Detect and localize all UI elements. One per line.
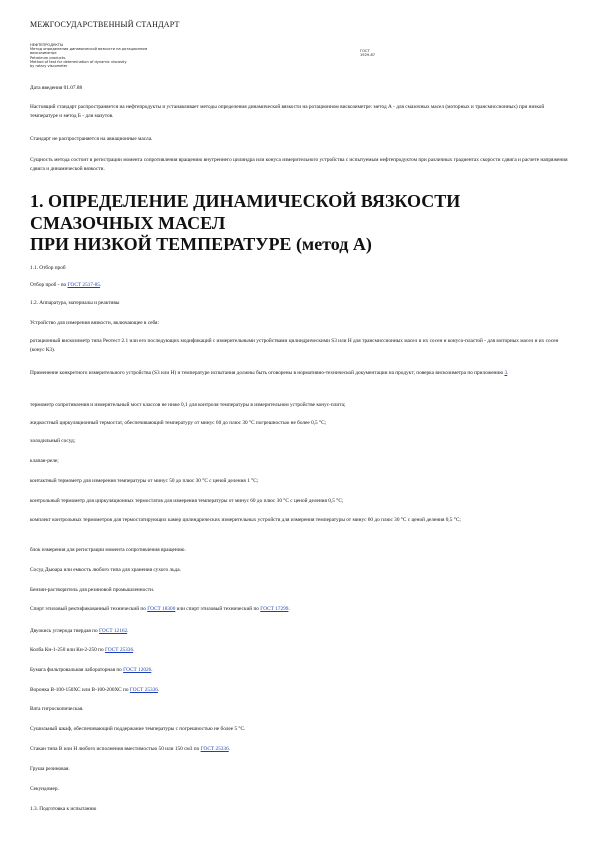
text: Воронка В-100-150ХС или В-100-200ХС по — [30, 687, 130, 693]
item-1: термометр сопротивления и измерительный мост классов не ниже 0,1 для контроля температуры в измерительном устройстве конус-плита; — [30, 402, 346, 408]
item-6: контрольный термометр для циркуляционных термостатов для измерения температуры от минус 60 до плюс 30 °С с ценой деления 0,5 °С; — [30, 498, 344, 504]
item-5: контактный термометр для измерения температуры от минус 50 до плюс 30 °С с ценой деления 1 °С; — [30, 478, 259, 484]
text: Колба Кн-1-250 или Кн-2-250 по — [30, 647, 105, 653]
meta-line: вискозиметре — [30, 51, 57, 56]
standard-label: МЕЖГОСУДАРСТВЕННЫЙ СТАНДАРТ — [30, 20, 180, 29]
intro-paragraph-1: Настоящий стандарт распространяется на нефтепродукты и устанавливает методы определения динамической вязкости на ротационном вискозиметре: метод А - для смазочных масел (моторных и трансмиссионных) при низкой температуре и метод Б - для мазутов. — [30, 104, 545, 119]
item-13 — [30, 646, 570, 655]
item-4: клапан-реле; — [30, 458, 59, 464]
item-17: Сушильный шкаф, обеспечивающий поддержание температуры с погрешностью не более 5 °С. — [30, 726, 246, 732]
gost-label: ГОСТ — [360, 49, 370, 53]
gost-link[interactable]: ГОСТ 25336 — [200, 746, 229, 752]
check-desc — [30, 369, 570, 378]
meta-left — [30, 43, 210, 68]
device-intro: Устройство для измерения вязкости, включающее в себя: — [30, 320, 159, 326]
text: . — [133, 647, 135, 653]
item-16: Вата гигроскопическая. — [30, 706, 84, 712]
subsection-1-2: 1.2. Аппаратура, материалы и реактивы — [30, 300, 120, 306]
item-15 — [30, 686, 570, 695]
text: Двуокись углерода твердая по — [30, 628, 99, 634]
text: . — [100, 282, 102, 288]
item-3: холодильный сосуд; — [30, 438, 76, 444]
gost-link[interactable]: ГОСТ 25336 — [104, 647, 134, 653]
meta-line: by rotary viscometer — [30, 64, 68, 69]
item-10: Бензин-растворитель для резиновой промышленности. — [30, 587, 155, 593]
item-8: блок измерения для регистрации момента сопротивления вращению. — [30, 547, 186, 553]
text: . — [288, 606, 290, 612]
subsection-1-1: 1.1. Отбор проб — [30, 265, 66, 271]
gost-link[interactable]: ГОСТ 2517-85 — [67, 282, 101, 288]
device-desc: ротационный вискозиметр типа Реотест 2.1 или его последующих модификаций с измерительными устройствами цилиндрическими S3 или Н для трансмиссионных масел и их сосен и конусо-пластой - для моторных масел и их сосен (конус К3). — [30, 338, 559, 353]
gost-number: 1929-87 — [360, 53, 376, 58]
item-7: комплект контрольных термометров для термостатирующих камер цилиндрических измерительных устройств для измерения температуры от минус 60 до плюс 30 °С с ценой деления 0,5 °С; — [30, 517, 461, 523]
gost-link[interactable]: ГОСТ 12162 — [99, 628, 128, 634]
intro-date: Дата введения 01.07.88 — [30, 85, 83, 91]
intro-paragraph-2: Стандарт не распространяется на авиационные масла. — [30, 136, 153, 142]
meta-right — [360, 49, 420, 57]
gost-link[interactable]: ГОСТ 17299 — [260, 606, 289, 612]
item-9: Сосуд Дьюара или емкость любого типа для хранения сухого льда. — [30, 567, 181, 573]
item-19: Груша резиновая. — [30, 766, 70, 772]
subsection-1-3: 1.3. Подготовка к испытанию — [30, 806, 97, 812]
text: или спирт этиловый технический по — [175, 606, 261, 612]
meta-line: НЕФТЕПРОДУКТЫ — [30, 43, 64, 47]
text: . — [507, 370, 509, 376]
text: Бумага фильтровальная лабораторная по — [30, 667, 124, 673]
appendix-link[interactable]: 3 — [504, 370, 508, 376]
meta-line: Method of test for determination of dynamic viscosity — [30, 59, 127, 64]
item-12 — [30, 627, 570, 636]
text: Применение конкретного измерительного устройства (S3 или Н) и температуре испытания должны быть оговорены в нормативно-технической документации на продукт; поверка вискозиметра по приложению — [30, 370, 505, 376]
gost-link[interactable]: ГОСТ 18300 — [147, 606, 176, 612]
intro-paragraph-3: Сущность метода состоит в регистрации момента сопротивления вращению внутреннего цилиндра или конуса измерительного устройства с испытуемым нефтепродуктом при различных градиентах скорости сдвига и расчете напряжения сдвига и динамической вязкости. — [30, 157, 568, 172]
text: . — [151, 667, 153, 673]
text: . — [228, 746, 231, 752]
section-heading — [30, 191, 570, 256]
heading-line: СМАЗОЧНЫХ МАСЕЛ — [30, 212, 226, 233]
meta-line: Метод определения динамической вязкости на ротационном — [30, 47, 148, 52]
heading-line: ПРИ НИЗКОЙ ТЕМПЕРАТУРЕ (метод А) — [30, 234, 372, 254]
text: . — [127, 628, 129, 634]
meta-line: Petroleum products. — [30, 55, 67, 60]
gost-link[interactable]: ГОСТ 12026 — [123, 667, 152, 673]
heading-line: 1. ОПРЕДЕЛЕНИЕ ДИНАМИЧЕСКОЙ ВЯЗКОСТИ — [30, 191, 461, 211]
item-20: Секундомер. — [30, 786, 59, 792]
gost-link[interactable]: ГОСТ 25336 — [129, 687, 158, 693]
item-18 — [30, 745, 570, 754]
text: Спирт этиловый ректификованный технический по — [30, 606, 148, 612]
item-2: жидкостный циркуляционный термостат, обеспечивающий температуру от минус 60 до плюс 30 °С погрешностью не более 0,5 °С; — [30, 420, 327, 426]
text: Отбор проб - по — [30, 282, 68, 288]
text: Стакан типа В или Н любого исполнения вместимостью 50 или 150 см3 по — [30, 746, 201, 752]
item-11 — [30, 605, 570, 614]
sampling-text — [30, 281, 570, 290]
item-14 — [30, 666, 570, 675]
text: . — [157, 687, 160, 693]
